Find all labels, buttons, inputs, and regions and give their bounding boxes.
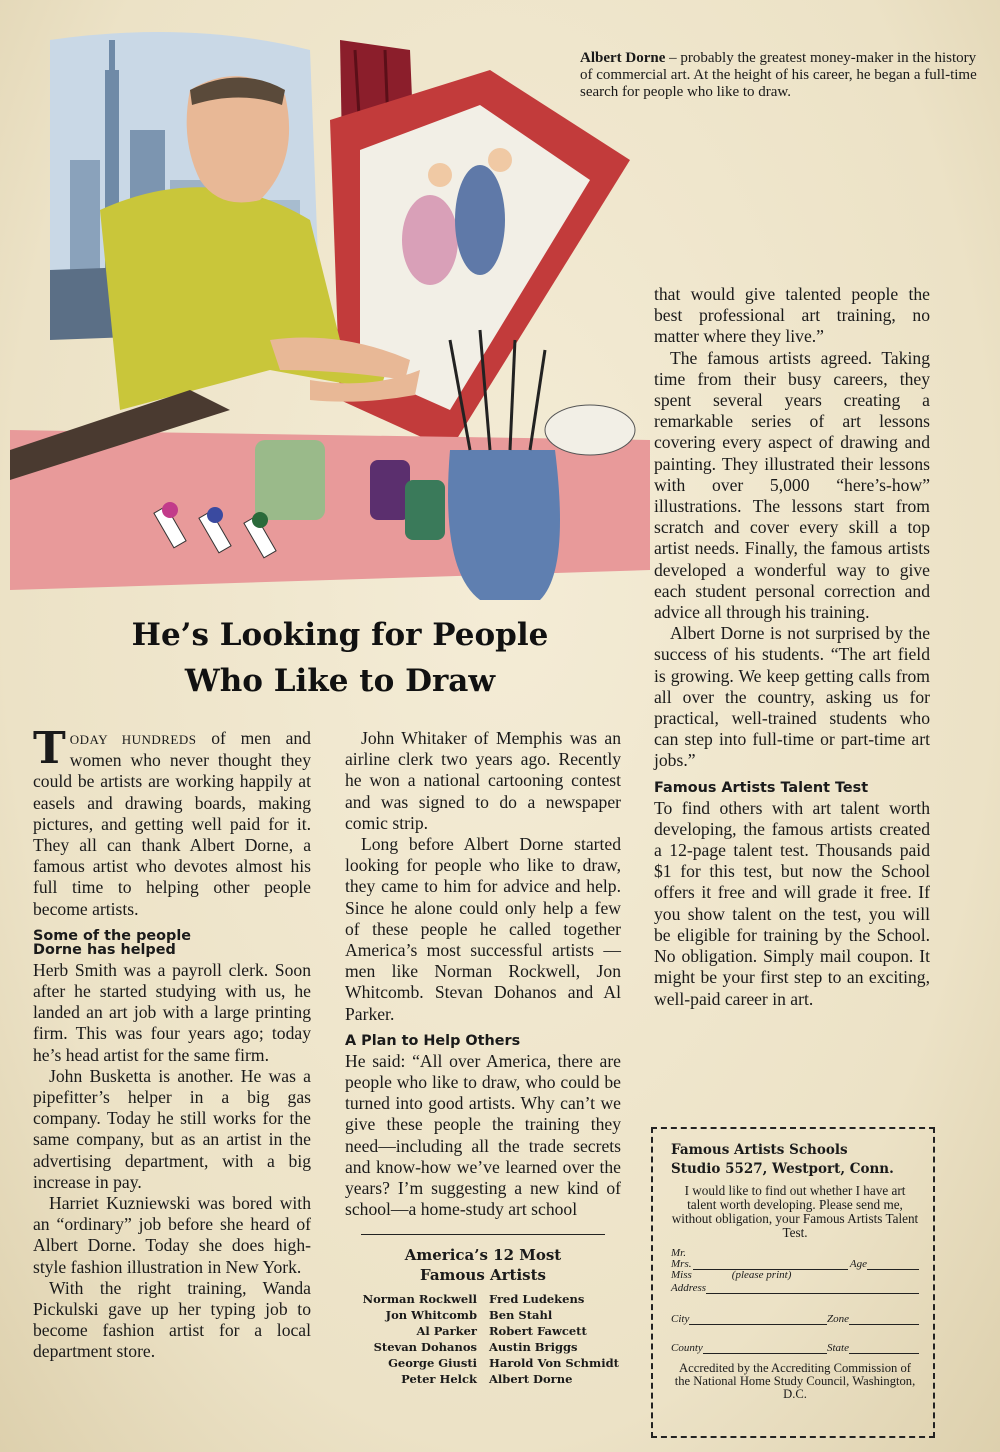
- paragraph: To find others with art talent worth developing, the famous artists created a 12-page talent test. Thousands paid $1 for this test, but now the School offers it free and will grade it free. If you show talent on the test, you will be eligible for training by the School. No obligation. Simply mail coupon. It might be your first step to an exciting, well-paid career in art.: [654, 797, 930, 1009]
- state-label: State: [827, 1342, 849, 1354]
- lead-in: ODAY HUNDREDS: [69, 732, 197, 747]
- address-label: Address: [671, 1282, 707, 1294]
- albert-dorne-illustration: [10, 10, 650, 610]
- artist-name: Stevan Dohanos: [373, 1340, 477, 1355]
- subhead-line-2: Dorne has helped: [33, 941, 176, 958]
- famous-title-line-1: America’s 12 Most: [404, 1246, 562, 1265]
- paragraph: Herb Smith was a payroll clerk. Soon after he started studying with us, he landed an art job with a large printing firm. This was four years ago; today he’s head artist for the same firm.: [33, 959, 311, 1065]
- caption-text: – probably the greatest money-maker in the history of commercial art. At the height of his career, he began a full-time search for people who like to draw.: [580, 50, 977, 100]
- subhead: Famous Artists Talent Test: [654, 779, 869, 796]
- illustration-caption: [580, 50, 990, 101]
- county-label: County: [671, 1342, 703, 1354]
- artist-name: Harold Von Schmidt: [489, 1356, 619, 1371]
- paragraph: With the right training, Wanda Pickulski gave up her typing job to become fashion artist for a local department store.: [33, 1277, 311, 1362]
- accreditation-note: Accredited by the Accrediting Commission of the National Home Study Council, Washington, D.C.: [674, 1361, 916, 1401]
- address-field[interactable]: [706, 1293, 919, 1294]
- age-field[interactable]: [867, 1269, 919, 1270]
- artist-name: Al Parker: [416, 1324, 477, 1339]
- age-label: Age: [849, 1258, 867, 1270]
- title-miss: Miss: [671, 1269, 692, 1281]
- famous-title-line-2: Famous Artists: [420, 1266, 546, 1285]
- subhead: A Plan to Help Others: [345, 1032, 521, 1049]
- county-field[interactable]: [703, 1353, 827, 1354]
- subhead-line-1: Some of the people: [33, 927, 192, 944]
- artists-list: [345, 1291, 621, 1387]
- paragraph: Long before Albert Dorne started looking for people who like to draw, they came to him for advice and help. Since he alone could only help a few of these people he called together America’s most successful artists —men like Norman Rockwell, Jon Whitcomb. Stevan Dohanos and Al Parker.: [345, 834, 621, 1024]
- paragraph: Albert Dorne is not surprised by the success of his students. “The art field is growing. We keep getting calls from all over the country, asking us for practical, well-trained students who can step into full-time or part-time art jobs.”: [654, 623, 930, 771]
- title-mr: Mr.: [671, 1247, 686, 1259]
- artist-name: Robert Fawcett: [489, 1324, 587, 1339]
- column-3: [654, 284, 930, 1010]
- paragraph: John Busketta is another. He was a pipefitter’s helper in a big gas company. Today he still works for the same company, but as an artist in the advertising department, with a big increase in pay.: [33, 1065, 311, 1192]
- artist-name: Austin Briggs: [489, 1340, 578, 1355]
- subhead: [33, 926, 311, 960]
- artist-name: Peter Helck: [401, 1372, 477, 1387]
- zone-label: Zone: [827, 1313, 849, 1325]
- coupon-body: I would like to find out whether I have art talent worth developing. Please send me, without obligation, your Famous Artists Talent Test.: [671, 1183, 919, 1240]
- paragraph: that would give talented people the best professional art training, no matter where they live.”: [654, 284, 930, 347]
- artist-name: George Giusti: [388, 1356, 477, 1371]
- state-field[interactable]: [849, 1353, 919, 1354]
- paragraph: of men and women who never thought they could be artists are working happily at easels and drawing boards, making pictures, and getting well paid for it. They all can thank Albert Dorne, a famous artist who devotes almost his full time to helping other people become artists.: [33, 728, 311, 919]
- caption-name: Albert Dorne: [580, 50, 666, 66]
- artist-name: Norman Rockwell: [362, 1292, 477, 1307]
- artist-name: Fred Ludekens: [489, 1292, 585, 1307]
- headline: [60, 612, 620, 704]
- divider: [361, 1234, 605, 1235]
- column-2: [345, 728, 621, 1387]
- artist-name: Ben Stahl: [489, 1308, 553, 1323]
- city-field[interactable]: [689, 1324, 827, 1325]
- mail-coupon[interactable]: [651, 1127, 935, 1438]
- paragraph: The famous artists agreed. Taking time from their busy careers, they spent several years creating a remarkable series of art lessons covering every aspect of drawing and painting. They illustrated their lessons with over 5,000 “here’s-how” illustrations. The lessons start from scratch and cover every skill a top artist needs. Finally, the famous artists developed a wonderful way to give each student personal correction and advice all through his training.: [654, 347, 930, 623]
- artist-name: Albert Dorne: [489, 1372, 573, 1387]
- city-label: City: [671, 1313, 690, 1325]
- zone-field[interactable]: [849, 1324, 919, 1325]
- headline-line-1: He’s Looking for People: [131, 617, 549, 653]
- paragraph: Harriet Kuzniewski was bored with an “ordinary” job before she heard of Albert Dorne. Today she does high-style fashion illustration in New York.: [33, 1193, 311, 1277]
- artist-name: Jon Whitcomb: [385, 1308, 477, 1323]
- famous-artists-title: [345, 1245, 621, 1285]
- coupon-studio: Studio 5527, Westport, Conn.: [671, 1161, 894, 1177]
- paragraph: He said: “All over America, there are people who like to draw, who could be turned into good artists. Why can’t we give these people the training they need—including all the trade secrets and know-how we’ve learned over the years? I’m suggesting a new kind of school—a home-study art school: [345, 1050, 621, 1220]
- please-print-note: (please print): [731, 1269, 792, 1281]
- coupon-name-block: [671, 1248, 919, 1354]
- column-1: [33, 723, 311, 1363]
- coupon-school: Famous Artists Schools: [671, 1142, 848, 1158]
- title-mrs: Mrs.: [671, 1258, 692, 1270]
- paragraph: John Whitaker of Memphis was an airline clerk two years ago. Recently he won a national cartooning contest and was signed to do a newspaper comic strip.: [345, 728, 621, 833]
- headline-line-2: Who Like to Draw: [184, 663, 496, 699]
- drop-cap: T: [33, 723, 66, 774]
